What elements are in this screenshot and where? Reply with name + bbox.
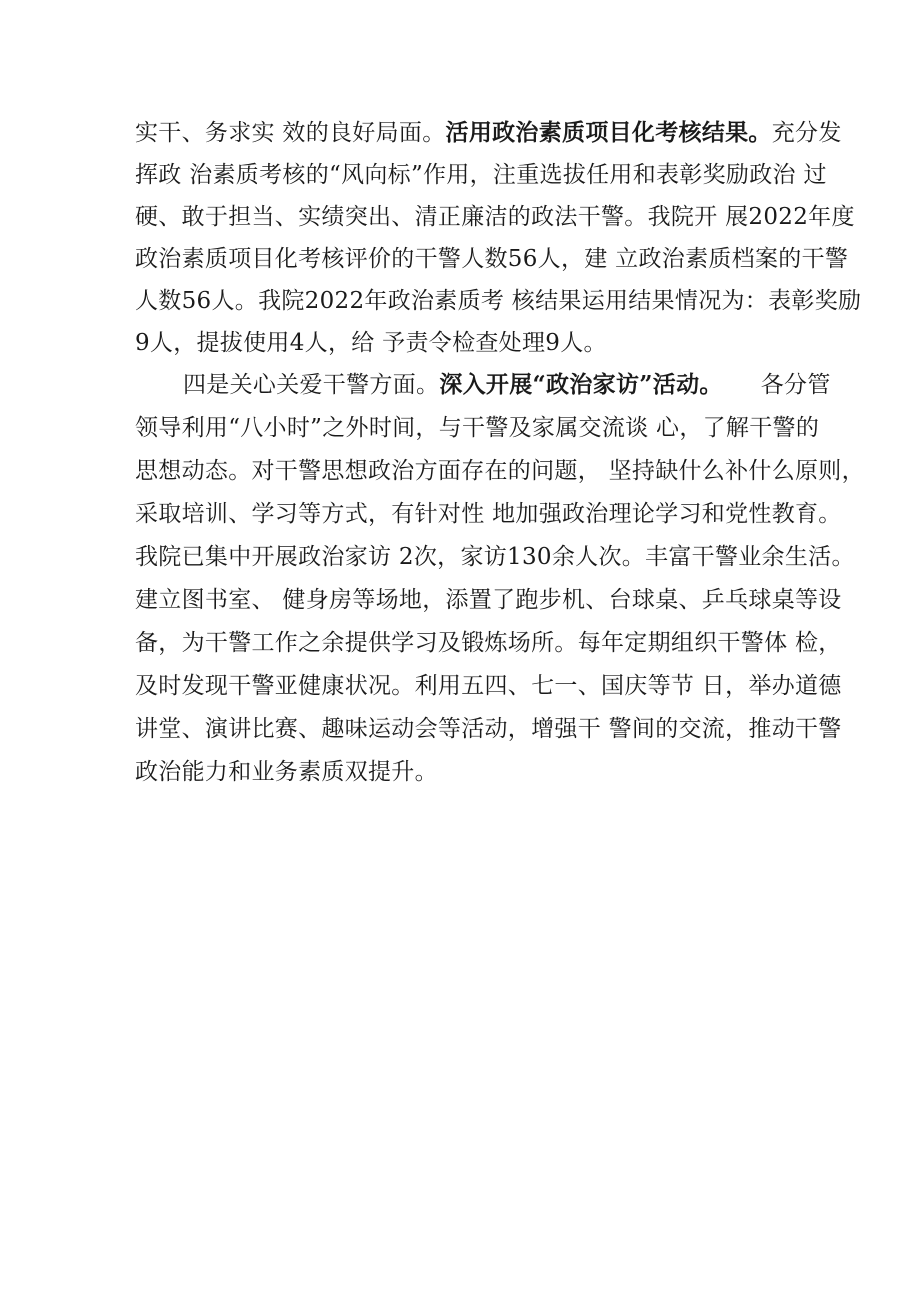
paragraph-2-line-8: 及时发现干警亚健康状况。利用五四、七一、国庆等节 日，举办道德 bbox=[135, 673, 842, 699]
paragraph-2-line-7: 备，为干警工作之余提供学习及锻炼场所。每年定期组织干警体 检， bbox=[135, 630, 842, 656]
bold-heading: 活用政治素质项目化考核结果。 bbox=[445, 119, 772, 146]
paragraph-2-line-3: 思想动态。对干警思想政治方面存在的问题， 坚持缺什么补什么原则， bbox=[135, 458, 865, 484]
text-segment: 充分发 bbox=[771, 120, 842, 146]
paragraph-2-line-2: 领导利用“八小时”之外时间，与干警及家属交流谈 心，了解干警的 bbox=[135, 415, 820, 441]
paragraph-2-line-4: 采取培训、学习等方式，有针对性 地加强政治理论学习和党性教育。 bbox=[135, 501, 842, 527]
paragraph-1-line-2: 挥政 治素质考核的“风向标”作用，注重选拔任用和表彰奖励政治 过 bbox=[135, 162, 827, 188]
paragraph-2-line-9: 讲堂、演讲比赛、趣味运动会等活动，增强干 警间的交流，推动干警 bbox=[135, 716, 842, 742]
paragraph-1-line-5: 人数56人。我院2022年政治素质考 核结果运用结果情况为：表彰奖励 bbox=[135, 288, 862, 314]
paragraph-2-line-5: 我院已集中开展政治家访 2次，家访130余人次。丰富干警业余生活。 bbox=[135, 544, 855, 570]
paragraph-2-line-10: 政治能力和业务素质双提升。 bbox=[135, 759, 438, 785]
paragraph-2-line-1 bbox=[183, 370, 831, 400]
text-segment: 各分管 bbox=[722, 372, 831, 398]
text-segment: 四是关心关爱干警方面。 bbox=[183, 372, 440, 398]
text-segment: 实干、务求实 效的良好局面。 bbox=[135, 120, 446, 146]
paragraph-1-line-3: 硬、敢于担当、实绩突出、清正廉洁的政法干警。我院开 展2022年度 bbox=[135, 204, 855, 230]
paragraph-1-line-1 bbox=[135, 118, 842, 148]
paragraph-1-line-4: 政治素质项目化考核评价的干警人数56人，建 立政治素质档案的干警 bbox=[135, 246, 849, 272]
paragraph-1-line-6: 9人，提拔使用4人，给 予责令检查处理9人。 bbox=[135, 330, 607, 356]
paragraph-2-line-6: 建立图书室、 健身房等场地，添置了跑步机、台球桌、乒乓球桌等设 bbox=[135, 587, 842, 613]
bold-heading: 深入开展“政治家访”活动。 bbox=[439, 371, 723, 398]
